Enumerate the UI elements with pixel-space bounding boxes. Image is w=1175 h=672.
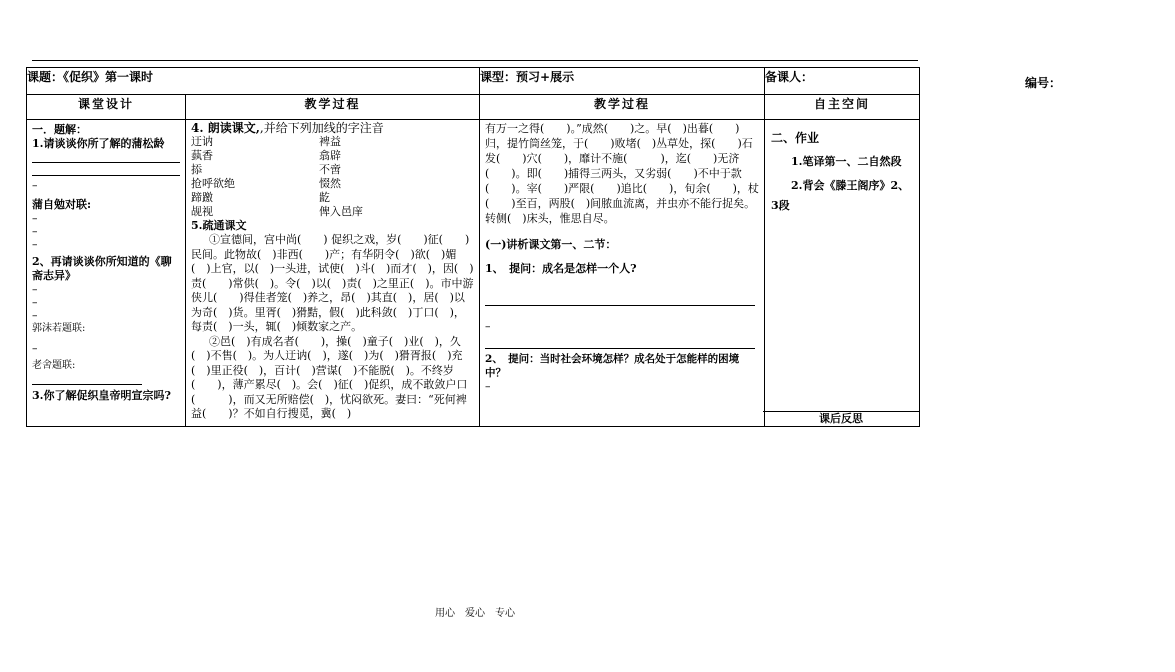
section-5-title: 5.疏通课文 <box>191 219 247 232</box>
word-item: 蓺香 <box>191 149 213 162</box>
word-item: 蹄躈 <box>191 191 213 204</box>
answer-line <box>32 375 142 385</box>
number-label: 编号： <box>1025 76 1062 90</box>
page-footer: 用心 爱心 专心 <box>435 608 515 619</box>
answer-line <box>485 296 755 306</box>
word-item: 迂讷 <box>191 135 213 148</box>
answer-line <box>32 153 180 163</box>
preparer-label: 备课人： <box>765 70 814 84</box>
process-column-2 <box>480 120 765 427</box>
topic-cell: 课题：《促织》第一课时 <box>27 68 480 95</box>
answer-dash: – <box>32 212 38 225</box>
analysis-question-1: 1、 提问：成名是怎样一个人? <box>485 262 637 275</box>
word-item: 俾入邑庠 <box>319 205 363 218</box>
word-item: 翕辟 <box>319 149 341 162</box>
word-item: 觇视 <box>191 205 213 218</box>
read-instruction-suffix: ,并给下列加线的字注音 <box>259 121 384 135</box>
col-header-self-space: 自主空间 <box>765 95 920 120</box>
pu-couplet-label: 蒲自勉对联: <box>32 198 92 211</box>
answer-dash: – <box>485 380 491 393</box>
question-2: 2、再请谈谈你所知道的《聊斋志异》 <box>32 255 172 282</box>
homework-title: 二、作业 <box>771 131 820 145</box>
section-title-1: 一．题解： <box>32 123 87 136</box>
answer-dash: – <box>485 320 491 333</box>
question-3: 3.你了解促织皇帝明宣宗吗? <box>32 389 171 402</box>
top-rule <box>32 60 918 61</box>
answer-dash: – <box>32 283 38 296</box>
answer-dash: – <box>32 309 38 322</box>
paragraph-3: 有万一之得( )。”成然( )之。早( )出暮( )归，提竹筒丝笼，于( )败堵( )丛草处，探( )石发( )穴( )，靡计不施( )，迄( )无济( )。即( )捕得三两头，又劣弱( )不中于款( )。宰( )严限( )追比( )，旬余( )，杖( )至百，两股( )间脓血流离，并虫亦不能行捉矣。转侧( )床头，惟思自尽。 <box>485 122 759 225</box>
col-header-process-1: 教学过程 <box>186 95 480 120</box>
lao-couplet-label: 老舍题联: <box>32 360 76 371</box>
word-item: 抢呼欲绝 <box>191 177 235 190</box>
process-column-1 <box>186 120 480 427</box>
col-header-process-2: 教学过程 <box>480 95 765 120</box>
lesson-plan-table <box>26 67 1062 427</box>
lesson-type-cell: 课型：预习+展示 <box>480 68 765 95</box>
answer-dash: – <box>32 342 38 355</box>
preparer-cell <box>765 68 1062 95</box>
answer-dash: – <box>32 179 38 192</box>
answer-dash: – <box>32 238 38 251</box>
answer-line <box>32 166 180 176</box>
paragraph-1: ①宣德间，宫中尚( ) 促织之戏，岁( )征( ) 民间。此物故( )非西( )产；有华阴令( )欲( )媚( )上官，以( )一头进，试使( )斗( )而才( )，因( )责( )常供( )。令( )以( )责( )之里正( )。市中游侠儿( )得佳者笼( )养之，昂( )其直( )，居( )以为奇( )货。里胥( )猾黠，假( )此科敛( )丁口( )，每责( )一头，辄( )倾数家之产。 <box>191 233 474 333</box>
analysis-question-2: 2、 提问：当时社会环境怎样？成名处于怎能样的困境中？ <box>485 353 740 379</box>
homework-item-1: 1.笔译第一、二自然段 <box>791 155 902 168</box>
homework-item-2: 2.背会《滕王阁序》2、3段 <box>771 179 910 212</box>
read-instruction-prefix: 4. 朗读课文, <box>191 121 260 135</box>
answer-dash: – <box>32 296 38 309</box>
design-column <box>27 120 186 427</box>
question-1: 1.请谈谈你所了解的蒲松龄 <box>32 137 165 150</box>
analysis-section-title: (一)讲析课文第一、二节： <box>485 238 617 251</box>
col-header-design: 课堂设计 <box>27 95 186 120</box>
answer-dash: – <box>32 225 38 238</box>
self-space-column <box>765 120 920 427</box>
word-item: 裨益 <box>319 135 341 148</box>
guo-couplet-label: 郭沫若题联: <box>32 323 86 334</box>
word-item: 惙然 <box>319 177 341 190</box>
paragraph-2: ②邑( )有成名者( )，操( )童子( )业( )，久( )不售( )。为人迂讷( )，遂( )为( )猾胥报( )充( )里正役( )，百计( )营谋( )不能脱( )。不终岁( )，薄产累尽( )。会( )征( )促织，成不敢敛户口( )，而又无所赔偿( )，忧闷欲死。妻曰：“死何裨益( )？不如自行搜觅，冀( ) <box>191 334 468 420</box>
after-class-reflection: 课后反思 <box>763 411 919 426</box>
word-item: 龁 <box>319 191 330 204</box>
word-item: 不啻 <box>319 163 341 176</box>
word-item: 掭 <box>191 163 202 176</box>
pronunciation-list <box>191 135 474 219</box>
answer-line <box>485 339 755 349</box>
